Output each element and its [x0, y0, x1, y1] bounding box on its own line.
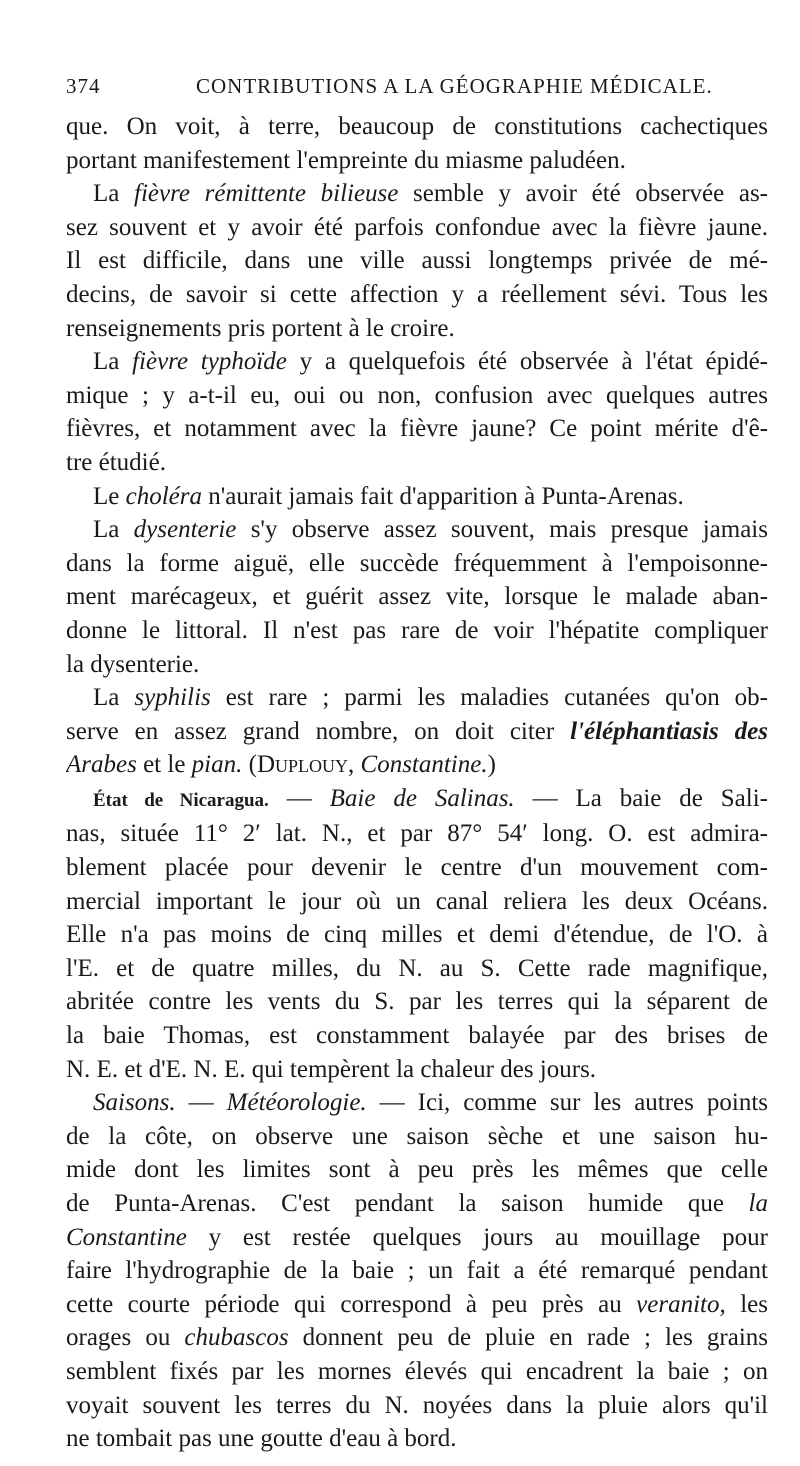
text-line: Il est difficile, dans une ville aussi longtemps privée de mé-	[66, 247, 768, 275]
body-text	[66, 110, 768, 1456]
ship-name: Constantine.	[360, 751, 488, 779]
page-number: 374	[66, 74, 101, 98]
text-line: N. E. et d'E. N. E. qui tempèrent la chaleur des jours.	[66, 1055, 597, 1083]
paragraph	[66, 681, 768, 782]
text-line: dans la forme aiguë, elle succède fréquemment à l'empoisonne-	[66, 549, 768, 577]
ship-name: Constantine	[66, 1223, 187, 1251]
term-italic: dysenterie	[133, 516, 237, 544]
text-line: cette courte période qui correspond à peu près au veranito, les	[66, 1290, 768, 1318]
paragraph	[66, 110, 768, 177]
text-line: sez souvent et y avoir été parfois confondue avec la fièvre jaune.	[66, 213, 768, 241]
paragraph	[66, 1086, 768, 1456]
text-line: Elle n'a pas moins de cinq milles et demi d'étendue, de l'O. à	[66, 921, 768, 949]
text-line: mide dont les limites sont à peu près les mêmes que celle	[66, 1156, 768, 1184]
running-title: CONTRIBUTIONS A LA GÉOGRAPHIE MÉDICALE.	[196, 74, 713, 98]
text-line: ne tombait pas une goutte d'eau à bord.	[66, 1425, 457, 1453]
paragraph	[66, 480, 768, 514]
term-italic: fièvre typhoïde	[132, 348, 287, 376]
text-line: La syphilis est rare ; parmi les maladies cutanées qu'on ob-	[93, 684, 768, 712]
text-line: Constantine y est restée quelques jours au mouillage pour	[66, 1223, 768, 1251]
text-line: nas, située 11° 2′ lat. N., et par 87° 54′ long. O. est admira-	[66, 820, 768, 848]
text-line: l'E. et de quatre milles, du N. au S. Cette rade magnifique,	[66, 954, 768, 982]
term-italic: pian.	[191, 751, 243, 779]
text-line: État de Nicaragua. — Baie de Salinas. — La baie de Sali-	[93, 784, 768, 812]
text-line: la baie Thomas, est constamment balayée par des brises de	[66, 1022, 768, 1050]
author-name: Duplouy	[256, 751, 349, 779]
text-line: La fièvre rémittente bilieuse semble y avoir été observée as-	[93, 180, 768, 208]
paragraph	[66, 345, 768, 479]
term-italic: l'éléphantiasis des	[570, 717, 768, 745]
text-line: de la côte, on observe une saison sèche et une saison hu-	[66, 1122, 768, 1150]
term-italic: chubascos	[184, 1324, 289, 1352]
term-italic: syphilis	[134, 684, 211, 712]
text-line: de Punta-Arenas. C'est pendant la saison humide que la	[66, 1190, 768, 1217]
term-italic: veranito,	[636, 1290, 726, 1318]
paragraph	[66, 177, 768, 345]
section-heading: État de Nicaragua.	[93, 789, 269, 811]
text-line: mique ; y a-t-il eu, oui ou non, confusion avec quelques autres	[66, 381, 768, 409]
text-line: Le choléra n'aurait jamais fait d'apparition à Punta-Arenas.	[93, 482, 684, 510]
text-line: Saisons. — Météorologie. — Ici, comme sur les autres points	[93, 1089, 768, 1117]
text-line: la dysenterie.	[66, 650, 200, 678]
text-line: tre étudié.	[66, 448, 166, 476]
term-italic: fièvre rémittente bilieuse	[134, 180, 399, 208]
text-line: La dysenterie s'y observe assez souvent, mais presque jamais	[93, 516, 768, 544]
term-italic: Saisons.	[93, 1089, 176, 1117]
term-italic: Météorologie.	[226, 1089, 367, 1117]
paragraph	[66, 513, 768, 681]
page-header	[66, 74, 738, 108]
text-line: Arabes et le pian. (Duplouy, Constantine.)	[66, 751, 496, 779]
text-line: abritée contre les vents du S. par les terres qui la séparent de	[66, 988, 768, 1016]
term-italic: choléra	[125, 482, 202, 510]
text-line: ment marécageux, et guérit assez vite, lorsque le malade aban-	[66, 583, 768, 611]
paragraph	[66, 782, 768, 1086]
text-line: La fièvre typhoïde y a quelquefois été observée à l'état épidé-	[93, 348, 768, 376]
text-line: voyait souvent les terres du N. noyées dans la pluie alors qu'il	[66, 1391, 768, 1419]
text-line: mercial important le jour où un canal reliera les deux Océans.	[66, 887, 768, 915]
text-line: portant manifestement l'empreinte du miasme paludéen.	[66, 146, 626, 174]
term-italic: Baie de Salinas.	[329, 784, 515, 812]
text-line: fièvres, et notamment avec la fièvre jaune? Ce point mérite d'ê-	[66, 415, 768, 443]
text-line: semblent fixés par les mornes élevés qui encadrent la baie ; on	[66, 1357, 768, 1385]
text-line: blement placée pour devenir le centre d'un mouvement com-	[66, 854, 768, 882]
text-line: orages ou chubascos donnent peu de pluie en rade ; les grains	[66, 1324, 768, 1352]
text-line: decins, de savoir si cette affection y a réellement sévi. Tous les	[66, 280, 768, 308]
text-line: faire l'hydrographie de la baie ; un fait a été remarqué pendant	[66, 1257, 768, 1285]
text-line: que. On voit, à terre, beaucoup de constitutions cachectiques	[66, 113, 768, 140]
text-line: serve en assez grand nombre, on doit citer l'éléphantiasis des	[66, 717, 768, 745]
text-line: donne le littoral. Il n'est pas rare de voir l'hépatite compliquer	[66, 616, 768, 644]
text-line: renseignements pris portent à le croire.	[66, 314, 455, 342]
term-italic: la	[748, 1190, 768, 1217]
term-italic: Arabes	[66, 751, 137, 779]
